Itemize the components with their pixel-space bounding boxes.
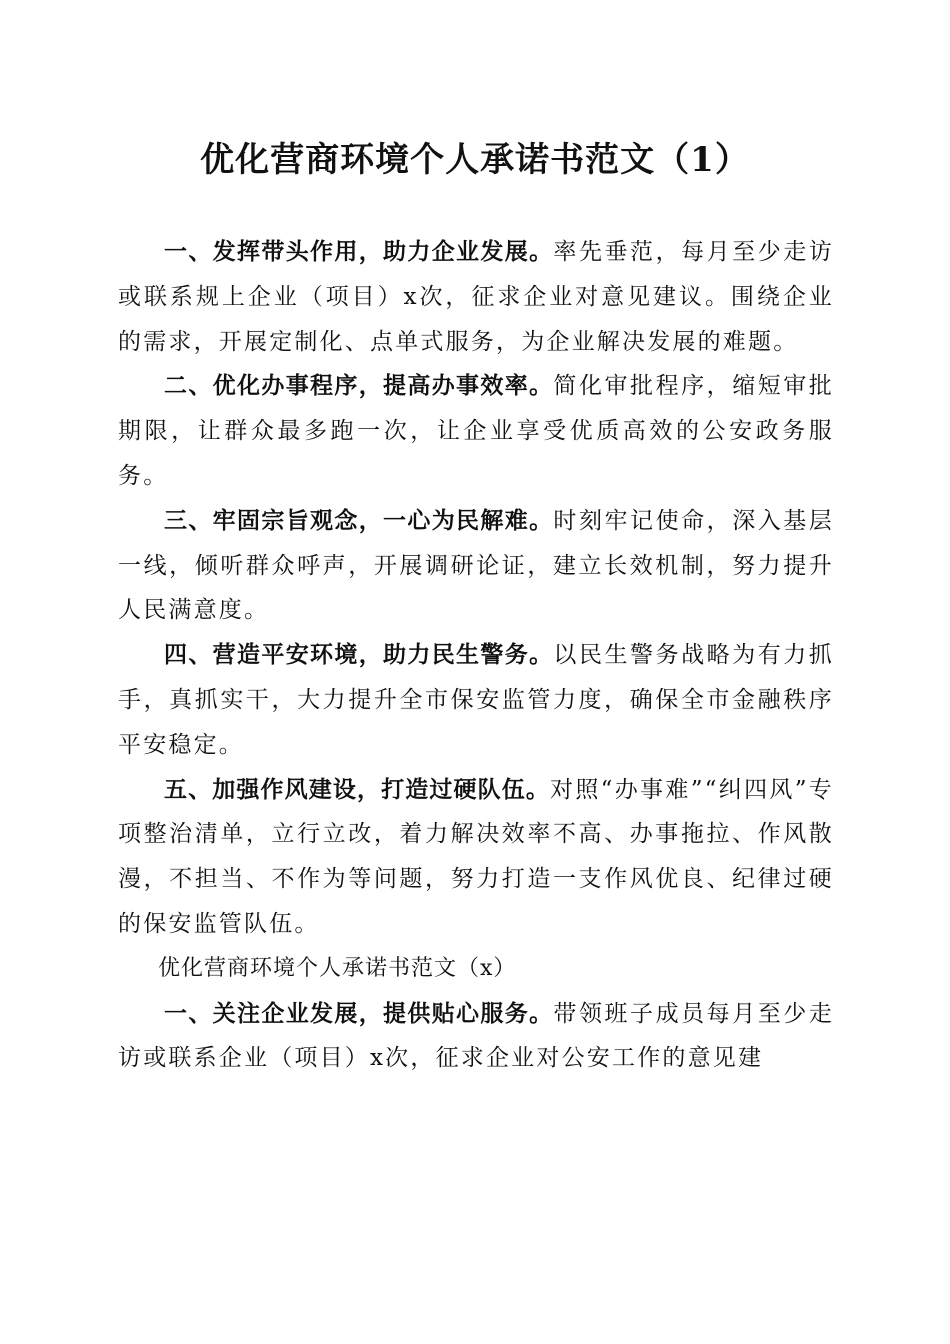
paragraph-text: 以民生警务战略为有力抓手，真抓实干，大力提升全市保安监管力度，确保全市金融秩序平安稳定。 (118, 642, 835, 758)
paragraph-heading: 五、加强作风建设，打造过硬队伍。 (164, 776, 550, 803)
paragraph-heading: 三、牢固宗旨观念，一心为民解难。 (164, 507, 554, 534)
paragraph-4 (118, 633, 834, 767)
paragraph-heading: 二、优化办事程序，提高办事效率。 (164, 373, 554, 400)
paragraph-6 (118, 992, 834, 1082)
paragraph-text: 简化审批程序，缩短审批期限，让群众最多跑一次，让企业享受优质高效的公安政务服务。 (118, 373, 835, 489)
document-subtitle: 优化营商环境个人承诺书范文（x） (158, 955, 517, 981)
paragraph-heading: 四、营造平安环境，助力民生警务。 (164, 642, 554, 669)
paragraph-text: 时刻牢记使命，深入基层一线，倾听群众呼声，开展调研论证，建立长效机制，努力提升人民满意度。 (118, 507, 835, 624)
paragraph-heading: 一、发挥带头作用，助力企业发展。 (164, 239, 554, 265)
paragraph-text: 率先垂范，每月至少走访或联系规上企业（项目）x次，征求企业对意见建议。围绕企业的需求，开展定制化、点单式服务，为企业解决发展的难题。 (118, 239, 835, 355)
document-title: 优化营商环境个人承诺书范文（1） (200, 140, 750, 180)
paragraph-text: 对照“办事难”“纠四风”专项整治清单，立行立改，着力解决效率不高、办事拖拉、作风散漫，不担当、不作为等问题，努力打造一支作风优良、纪律过硬的保安监管队伍。 (118, 776, 835, 937)
paragraph-3 (118, 499, 834, 633)
document-body (118, 230, 834, 1081)
paragraph-1 (118, 230, 834, 364)
paragraph-text: 带领班子成员每月至少走访或联系企业（项目）x次，征求企业对公安工作的意见建 (118, 1000, 835, 1072)
paragraph-5 (118, 768, 834, 947)
paragraph-2 (118, 364, 834, 498)
paragraph-heading: 一、关注企业发展，提供贴心服务。 (164, 1000, 554, 1027)
